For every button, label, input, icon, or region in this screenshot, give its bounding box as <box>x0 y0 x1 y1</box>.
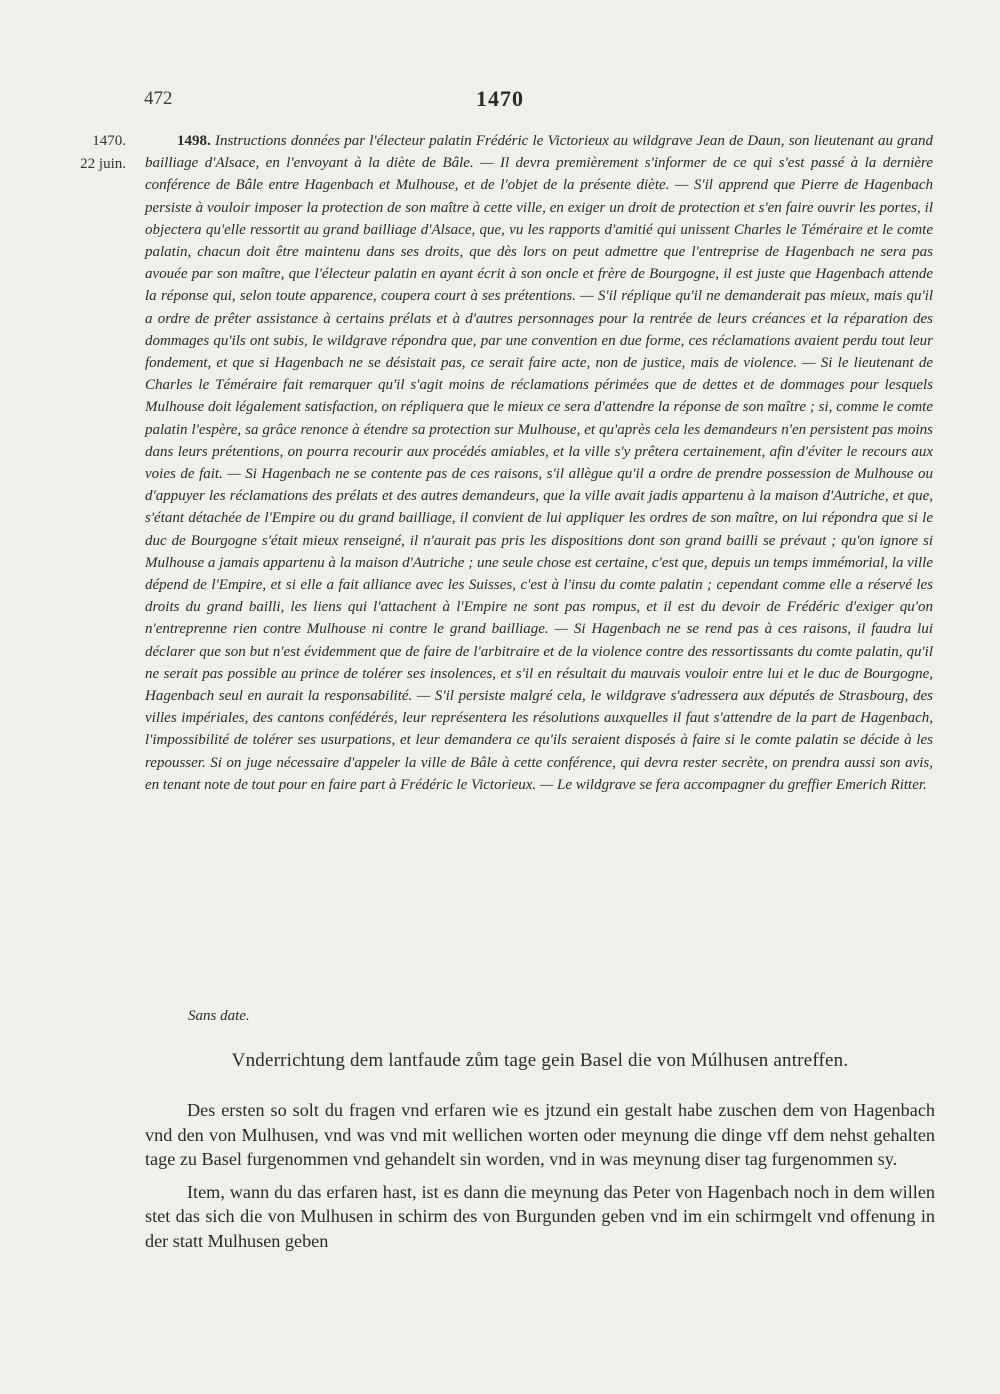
document-title: Vnderrichtung dem lantfaude zům tage gein Basel die von Múlhusen antreffen. <box>231 1050 849 1071</box>
margin-day: 22 juin. <box>80 155 126 172</box>
year-header: 1470 <box>476 86 524 111</box>
page-number: 472 <box>144 88 173 109</box>
sans-date: Sans date. <box>188 1008 250 1024</box>
entry-number: 1498. <box>177 133 211 149</box>
document-body <box>145 1098 935 1262</box>
margin-date <box>62 130 126 175</box>
entry-summary <box>145 130 933 796</box>
margin-year: 1470. <box>92 133 126 149</box>
document-paragraph: Item, wann du das erfaren hast, ist es dann die meynung das Peter von Hagenbach noch in dem willen stet das sich die von Mulhusen in schirm des von Burgunden geben vnd im ein schirmgelt vnd offenung in der statt Mulhusen geben <box>145 1181 935 1251</box>
document-paragraph: Des ersten so solt du fragen vnd erfaren wie es jtzund ein gestalt habe zuschen dem von Hagenbach vnd den von Mulhusen, vnd was vnd mit wellichen worten oder meynung die dinge vff dem nehst gehalten tage zu Basel furgenommen vnd gehandelt sin worden, vnd in was meynung diser tag furgenommen sy. <box>145 1100 935 1170</box>
entry-summary-text: Instructions données par l'électeur palatin Frédéric le Victorieux au wildgrave Jean de Daun, son lieutenant au grand bailliage d'Alsace, en l'envoyant à la diète de Bâle. — Il devra premièrement s'informer de ce qui s'est passé à la dernière conférence de Bâle entre Hagenbach et Mulhouse, et de l'objet de la présente diète. — S'il apprend que Pierre de Hagenbach persiste à vouloir imposer la protection de son maître à cette ville, en exiger un droit de protection et s'en faire ouvrir les portes, il objectera qu'elle ressortit au grand bailliage d'Alsace, que, vu les rapports d'amitié qui unissent Charles le Téméraire et le comte palatin, chacun doit être maintenu dans ses droits, que dès lors on peut admettre que l'entreprise de Hagenbach ne sera pas avouée par son maître, que l'électeur palatin en ayant écrit à son oncle et frère de Bourgogne, il est juste que Hagenbach attende la réponse qui, selon toute apparence, coupera court à ses prétentions. — S'il réplique qu'il ne demanderait pas mieux, mais qu'il a ordre de prêter assistance à certains prélats et à d'autres personnages pour la rentrée de leurs créances et la réparation des dommages qu'ils ont subis, le wildgrave répondra que, par une convention en due forme, ces réclamations avaient perdu tout leur fondement, et que si Hagenbach ne se désistait pas, ce serait faire acte, non de justice, mais de violence. — Si le lieutenant de Charles le Téméraire fait remarquer qu'il s'agit moins de réclamations périmées que de dettes et de dommages pour lesquels Mulhouse doit légalement satisfaction, on répliquera que le mieux ce sera d'attendre la réponse de son maître ; si, comme le comte palatin l'espère, sa grâce renonce à étendre sa protection sur Mulhouse, et qu'après cela les demandeurs n'en persistent pas moins dans leurs prétentions, on pourra recourir aux procédés amiables, et la ville s'y prêtera certainement, afin d'éviter le recours aux voies de fait. — Si Hagenbach ne se contente pas de ces raisons, s'il allègue qu'il a ordre de prendre possession de Mulhouse ou d'appuyer les réclamations des prélats et des autres demandeurs, que la ville avait jadis appartenu à la maison d'Autriche, et que, s'étant détachée de l'Empire ou du grand bailliage, il convient de lui appliquer les ordres de son maître, on lui répondra que si le duc de Bourgogne s'était mieux renseigné, il n'aurait pas pris les dispositions dont son grand bailli se prévaut ; qu'on ignore si Mulhouse a jamais appartenu à la maison d'Autriche ; une seule chose est certaine, c'est que, depuis un temps immémorial, la ville dépend de l'Empire, et si elle a fait alliance avec les Suisses, c'est à l'insu du comte palatin ; cependant comme elle a réservé les droits du grand bailli, les liens qui l'attachent à l'Empire ne sont pas rompus, et il est du devoir de Frédéric d'exiger qu'on n'entreprenne rien contre Mulhouse ni contre le grand bailliage. — Si Hagenbach ne se rend pas à ces raisons, il faudra lui déclarer que son but n'est évidemment que de faire de l'arbitraire et de la violence contre des ressortissants du comte palatin, qu'il ne serait pas possible au prince de tolérer ses insolences, et s'il en résultait du mauvais vouloir entre lui et le duc de Bourgogne, Hagenbach seul en aurait la responsabilité. — S'il persiste malgré cela, le wildgrave s'adressera aux députés de Strasbourg, des villes impériales, des cantons confédérés, leur représentera les résolutions auxquelles il faut s'attendre de la part de Hagenbach, l'impossibilité de tolérer ses usurpations, et leur demandera ce qu'ils seraient disposés à faire si le comte palatin se décide à les repousser. Si on juge nécessaire d'appeler la ville de Bâle à cette conférence, qui devra rester secrète, on prendra aussi son avis, en tenant note de tout pour en faire part à Frédéric le Victorieux. — Le wildgrave se fera accompagner du greffier Emerich Ritter. <box>145 133 934 793</box>
